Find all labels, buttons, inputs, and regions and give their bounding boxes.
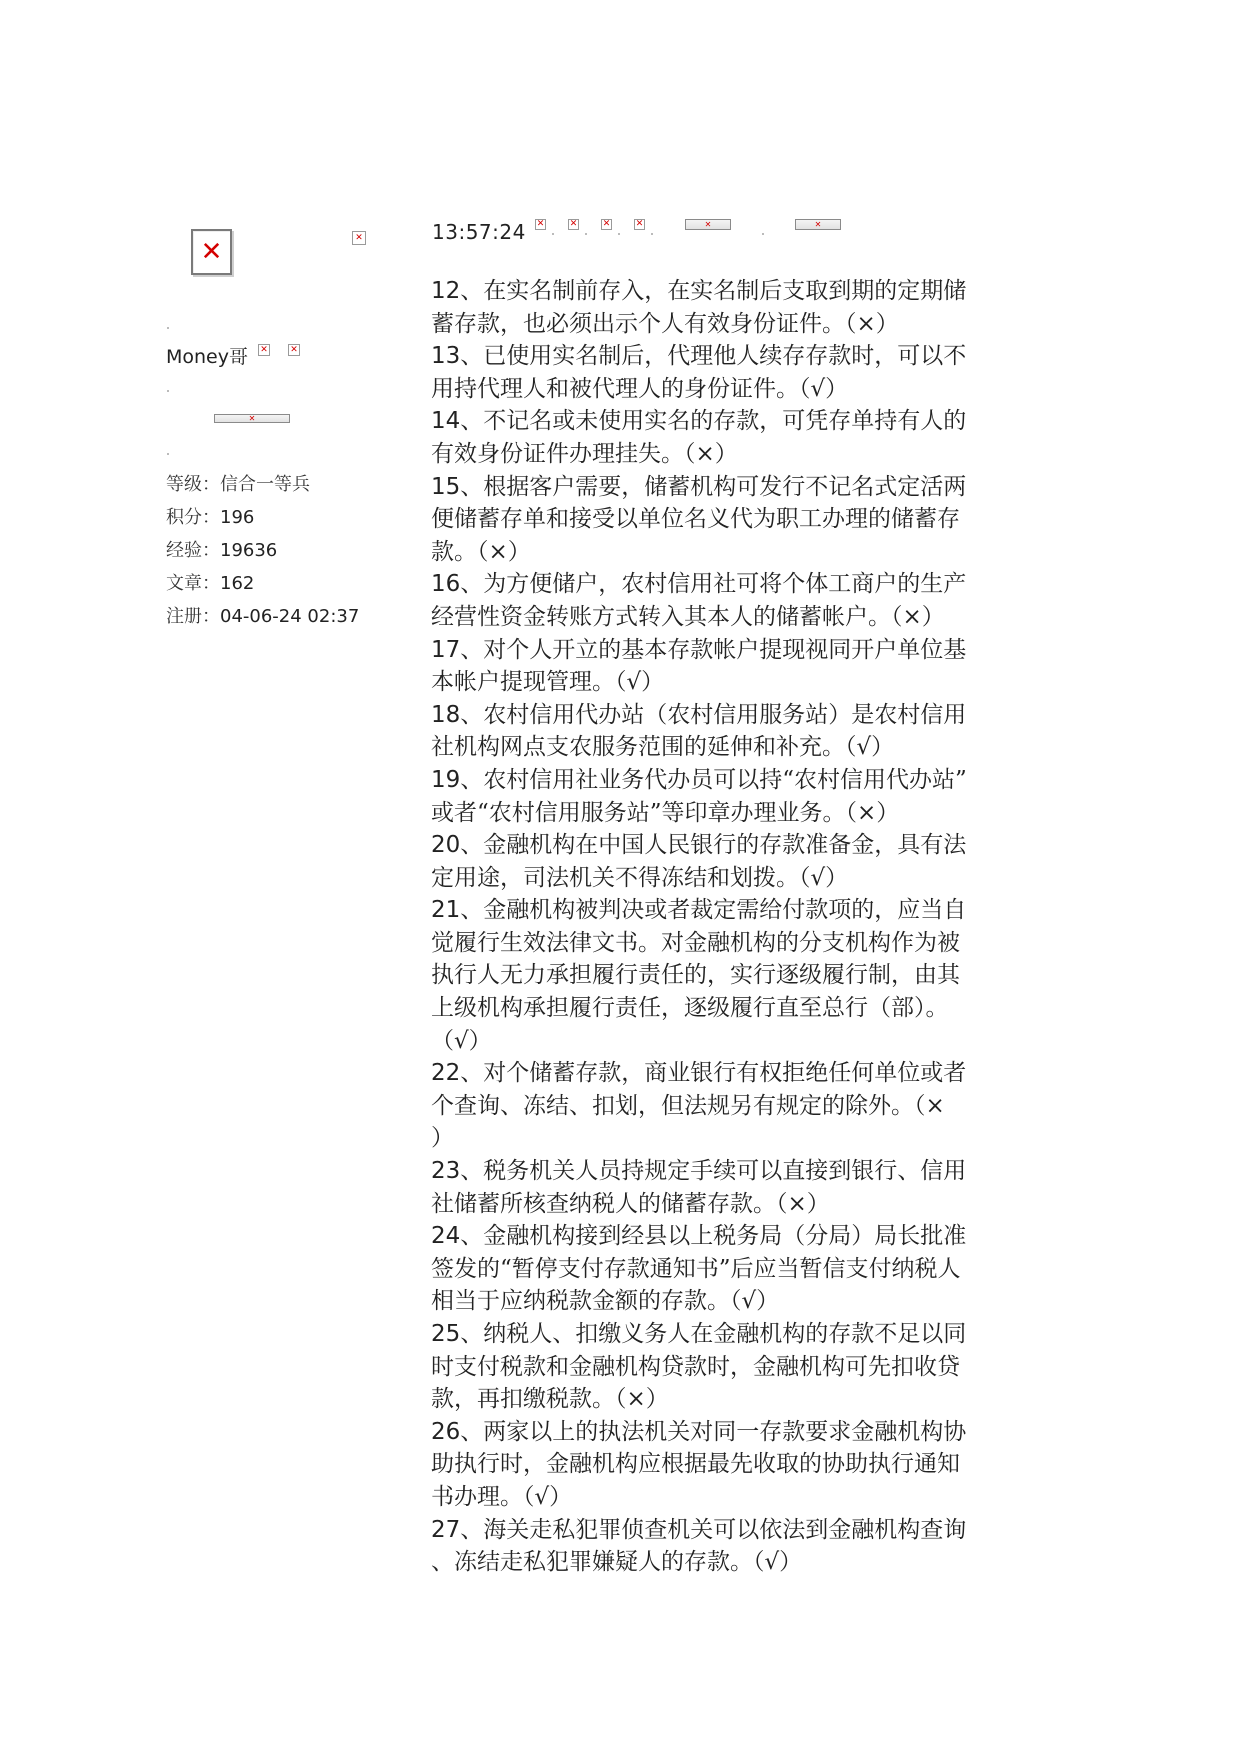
question-text: 上级机构承担履行责任，逐级履行直至总行（部）。	[431, 995, 949, 1022]
content-line	[431, 1481, 1005, 1514]
broken-image-icon: ✕	[569, 219, 578, 229]
content-line	[431, 1285, 1005, 1318]
question-number: 14	[431, 408, 461, 435]
question-text: 便储蓄存单和接受以单位名义代为职工办理的储蓄存	[431, 506, 960, 533]
content-line	[431, 1546, 1005, 1579]
content-line	[431, 340, 1005, 373]
broken-image-icon: ✕	[602, 219, 611, 229]
question-number: 13	[431, 343, 461, 370]
content-line	[431, 1514, 1005, 1547]
stat-row-level	[166, 470, 396, 503]
post-timestamp: 13:57:24	[432, 220, 526, 244]
broken-image-icon: ✕	[814, 219, 822, 229]
question-text: 签发的“暂停支付存款通知书”后应当暂信支付纳税人	[431, 1255, 961, 1282]
quote-button-image[interactable]	[685, 219, 731, 230]
question-text: 用持代理人和被代理人的身份证件。（√）	[431, 375, 849, 402]
profile-button-icon[interactable]	[535, 219, 546, 230]
broken-image-icon: ✕	[260, 344, 268, 355]
avatar	[191, 229, 232, 275]
stat-row-points	[166, 503, 396, 536]
stat-value: 信合一等兵	[220, 474, 310, 495]
username[interactable]	[166, 342, 248, 369]
content-line	[431, 536, 1005, 569]
question-number: 25	[431, 1321, 461, 1347]
content-line	[431, 405, 1005, 438]
question-number: 15	[431, 473, 461, 500]
question-number: 23	[431, 1158, 461, 1185]
question-text: 、金融机构在中国人民银行的存款准备金，具有法	[460, 832, 967, 859]
content-line	[431, 1448, 1005, 1481]
content-line	[431, 1351, 1005, 1384]
content-line	[431, 1383, 1005, 1416]
question-text: 、对个人开立的基本存款帐户提现视同开户单位基	[460, 636, 967, 663]
spacer-image	[167, 327, 169, 329]
user-badge-image	[352, 231, 366, 245]
question-number: 19	[431, 766, 461, 793]
question-number: 27	[431, 1516, 461, 1543]
content-line	[431, 1057, 1005, 1090]
question-text: ）	[431, 1125, 454, 1152]
content-line	[431, 308, 1005, 341]
question-text: 、税务机关人员持规定手续可以直接到银行、信用	[460, 1158, 967, 1185]
content-line	[431, 1318, 1005, 1351]
content-line	[431, 797, 1005, 830]
stat-label: 注册：	[166, 606, 220, 627]
content-line	[431, 959, 1005, 992]
question-number: 12	[431, 278, 461, 304]
question-text: 助执行时，金融机构应根据最先收取的协助执行通知	[431, 1451, 960, 1478]
question-text: 、海关走私犯罪侦查机关可以依法到金融机构查询	[460, 1516, 967, 1543]
question-text: 、两家以上的执法机关对同一存款要求金融机构协	[460, 1418, 967, 1445]
question-text: 相当于应纳税款金额的存款。（√）	[431, 1288, 780, 1315]
separator-dot	[618, 233, 620, 235]
question-text: 、农村信用社业务代办员可以持“农村信用代办站”	[460, 766, 967, 793]
broken-image-icon: ✕	[248, 413, 256, 423]
question-text: 、冻结走私犯罪嫌疑人的存款。（√）	[431, 1549, 803, 1576]
stat-label: 积分：	[166, 507, 220, 528]
broken-image-icon: ✕	[290, 344, 298, 355]
stat-label: 经验：	[166, 540, 220, 561]
question-number: 17	[431, 636, 461, 663]
stat-row-articles	[166, 569, 396, 602]
question-text: 觉履行生效法律文书。对金融机构的分支机构作为被	[431, 929, 960, 956]
question-text: （√）	[431, 1027, 492, 1054]
content-line	[431, 1025, 1005, 1058]
stat-label: 等级：	[166, 474, 220, 495]
broken-image-icon: ✕	[635, 219, 644, 229]
content-line	[431, 568, 1005, 601]
user-stats	[166, 470, 396, 635]
stat-label: 文章：	[166, 573, 220, 594]
broken-image-icon: ✕	[704, 219, 712, 229]
content-line	[431, 1220, 1005, 1253]
content-line	[431, 373, 1005, 406]
search-button-icon[interactable]	[634, 219, 645, 230]
question-number: 16	[431, 571, 461, 598]
question-number: 22	[431, 1060, 461, 1087]
question-text: 、在实名制前存入，在实名制后支取到期的定期储	[460, 278, 967, 304]
content-line	[431, 1188, 1005, 1221]
question-number: 18	[431, 701, 461, 728]
email-button-icon[interactable]	[601, 219, 612, 230]
rank-bar-image	[214, 414, 290, 423]
content-line	[431, 992, 1005, 1025]
question-number: 26	[431, 1418, 461, 1445]
stat-value: 19636	[220, 540, 278, 561]
content-line	[431, 1122, 1005, 1155]
question-text: 、为方便储户，农村信用社可将个体工商户的生产	[460, 571, 967, 598]
content-line	[431, 1155, 1005, 1188]
question-text: 、对个储蓄存款，商业银行有权拒绝任何单位或者	[460, 1060, 967, 1087]
stat-row-experience	[166, 536, 396, 569]
spacer-image	[167, 453, 169, 455]
question-number: 24	[431, 1223, 461, 1250]
message-button-icon[interactable]	[568, 219, 579, 230]
content-line	[431, 275, 1005, 308]
question-number: 21	[431, 897, 461, 924]
reply-button-image[interactable]	[795, 219, 841, 230]
question-text: 蓄存款，也必须出示个人有效身份证件。（×）	[431, 310, 899, 337]
content-line	[431, 438, 1005, 471]
question-text: 、金融机构接到经县以上税务局（分局）局长批准	[460, 1223, 967, 1250]
content-line	[431, 829, 1005, 862]
separator-dot	[585, 233, 587, 235]
question-text: 执行人无力承担履行责任的，实行逐级履行制，由其	[431, 962, 960, 989]
content-line	[431, 894, 1005, 927]
question-number: 20	[431, 832, 461, 859]
content-line	[431, 699, 1005, 732]
question-text: 社储蓄所核查纳税人的储蓄存款。（×）	[431, 1190, 830, 1217]
broken-image-icon: ✕	[355, 232, 363, 243]
question-text: 有效身份证件办理挂失。（×）	[431, 440, 738, 467]
question-text: 书办理。（√）	[431, 1483, 573, 1510]
content-line	[431, 927, 1005, 960]
username-text[interactable]: Money哥	[166, 346, 248, 368]
question-text: 款，再扣缴税款。（×）	[431, 1386, 669, 1413]
content-line	[431, 764, 1005, 797]
content-line	[431, 471, 1005, 504]
question-text: 、金融机构被判决或者裁定需给付款项的，应当自	[460, 897, 967, 924]
question-text: 、根据客户需要，储蓄机构可发行不记名式定活两	[460, 473, 967, 500]
question-text: 时支付税款和金融机构贷款时，金融机构可先扣收贷	[431, 1353, 960, 1380]
question-text: 或者“农村信用服务站”等印章办理业务。（×）	[431, 799, 900, 826]
question-text: 、已使用实名制后，代理他人续存存款时，可以不	[460, 343, 967, 370]
separator-dot	[552, 233, 554, 235]
gender-icon	[258, 344, 270, 356]
content-line	[431, 634, 1005, 667]
broken-image-icon: ✕	[536, 219, 545, 229]
question-text: 个查询、冻结、扣划，但法规另有规定的除外。（×	[431, 1092, 945, 1119]
question-text: 社机构网点支农服务范围的延伸和补充。（√）	[431, 734, 895, 761]
content-line	[431, 666, 1005, 699]
question-text: 定用途，司法机关不得冻结和划拨。（√）	[431, 864, 849, 891]
content-line	[431, 601, 1005, 634]
question-text: 本帐户提现管理。（√）	[431, 669, 665, 696]
stat-value: 162	[220, 573, 255, 594]
content-line	[431, 862, 1005, 895]
spacer-image	[167, 390, 169, 392]
question-text: 、不记名或未使用实名的存款，可凭存单持有人的	[460, 408, 967, 435]
separator-dot	[762, 233, 764, 235]
stat-value: 04-06-24 02:37	[220, 606, 360, 627]
stat-row-registered	[166, 602, 396, 635]
online-status-icon	[288, 344, 300, 356]
content-line	[431, 731, 1005, 764]
content-line	[431, 1090, 1005, 1123]
separator-dot	[651, 233, 653, 235]
content-line	[431, 1416, 1005, 1449]
question-text: 、农村信用代办站（农村信用服务站）是农村信用	[460, 701, 967, 728]
stat-value: 196	[220, 507, 255, 528]
question-text: 经营性资金转账方式转入其本人的储蓄帐户。（×）	[431, 603, 945, 630]
content-line	[431, 1253, 1005, 1286]
broken-image-icon: ✕	[200, 237, 223, 267]
post-content	[431, 275, 1005, 1579]
content-line	[431, 503, 1005, 536]
question-text: 款。（×）	[431, 538, 531, 565]
question-text: 、纳税人、扣缴义务人在金融机构的存款不足以同	[460, 1321, 967, 1347]
